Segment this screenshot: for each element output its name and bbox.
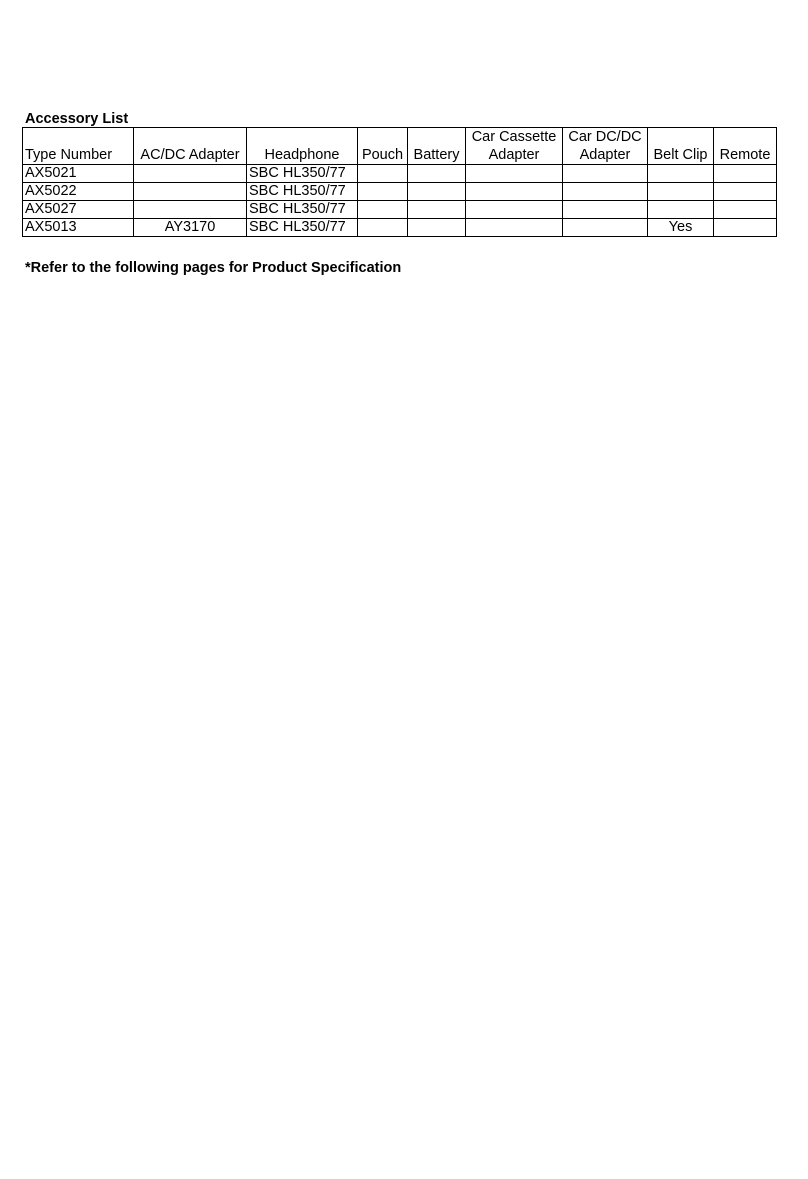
page-title: Accessory List (25, 111, 129, 127)
table-row (23, 165, 777, 183)
table-cell (408, 165, 466, 183)
table-cell: AX5022 (23, 183, 134, 201)
table-row (23, 219, 777, 237)
col-header-pouch: Pouch (358, 128, 408, 165)
table-cell (358, 165, 408, 183)
table-cell: SBC HL350/77 (247, 183, 358, 201)
table-cell (134, 183, 247, 201)
table-cell: SBC HL350/77 (247, 201, 358, 219)
table-cell (134, 201, 247, 219)
table-cell: SBC HL350/77 (247, 165, 358, 183)
table-cell (466, 201, 563, 219)
col-header-type-number: Type Number (23, 128, 134, 165)
col-header-headphone: Headphone (247, 128, 358, 165)
table-cell (408, 201, 466, 219)
table-cell (563, 165, 648, 183)
table-cell (648, 165, 714, 183)
table-cell (714, 219, 777, 237)
col-header-belt-clip: Belt Clip (648, 128, 714, 165)
col-header-remote: Remote (714, 128, 777, 165)
table-cell (408, 183, 466, 201)
table-cell: AX5027 (23, 201, 134, 219)
table-cell (648, 183, 714, 201)
table-cell (714, 165, 777, 183)
table-cell (563, 219, 648, 237)
table-cell (466, 219, 563, 237)
table-cell (134, 165, 247, 183)
col-header-car-dc-dc-adapter: Car DC/DC Adapter (563, 128, 648, 165)
table-row (23, 183, 777, 201)
table-cell: AY3170 (134, 219, 247, 237)
table-cell (358, 219, 408, 237)
footnote: *Refer to the following pages for Product Specification (25, 260, 402, 276)
table-row (23, 201, 777, 219)
table-cell (563, 183, 648, 201)
table-cell (358, 201, 408, 219)
table-header-row (23, 128, 777, 165)
accessory-table (22, 127, 777, 237)
col-header-car-cassette-adapter: Car Cassette Adapter (466, 128, 563, 165)
table-cell (648, 201, 714, 219)
table-cell (466, 165, 563, 183)
table-cell: AX5021 (23, 165, 134, 183)
col-header-ac-dc-adapter: AC/DC Adapter (134, 128, 247, 165)
table-cell: SBC HL350/77 (247, 219, 358, 237)
table-cell (466, 183, 563, 201)
table-cell: Yes (648, 219, 714, 237)
table-cell: AX5013 (23, 219, 134, 237)
table-cell (714, 183, 777, 201)
col-header-battery: Battery (408, 128, 466, 165)
table-cell (563, 201, 648, 219)
table-cell (408, 219, 466, 237)
table-cell (714, 201, 777, 219)
table-cell (358, 183, 408, 201)
